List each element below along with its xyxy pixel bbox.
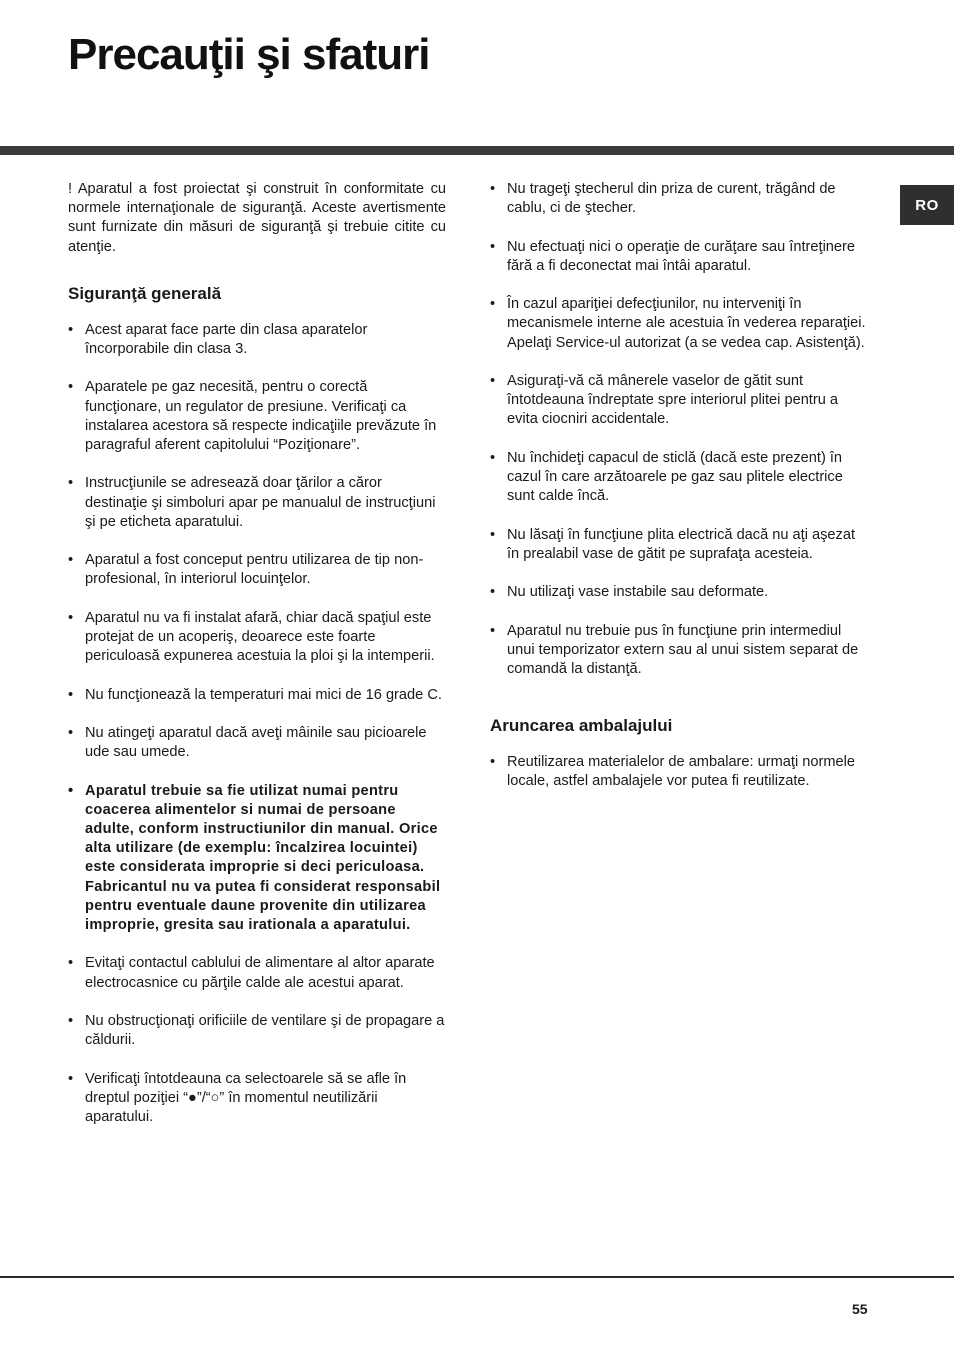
list-item: [68, 1012, 446, 1050]
list-item: [68, 724, 446, 762]
list-item: [490, 295, 870, 353]
bullet: •: [68, 1070, 74, 1087]
bullet: •: [490, 754, 496, 771]
list-item-text: Nu închideţi capacul de sticlă (dacă este prezent) în cazul în care arzătoarele pe gaz sau plitele electrice sunt calde încă.: [507, 449, 843, 505]
bullet: •: [68, 321, 74, 338]
list-item-text: Asiguraţi-vă că mânerele vaselor de gătit sunt întotdeauna îndreptate spre interiorul plitei pentru a evita ciocniri accidentale.: [507, 372, 839, 428]
list-item: [490, 180, 870, 218]
list-item-text: Nu obstrucţionaţi orificiile de ventilare şi de propagare a căldurii.: [85, 1012, 445, 1049]
list-item: [68, 1070, 446, 1128]
list-item-text: Nu funcţionează la temperaturi mai mici de 16 grade C.: [85, 686, 442, 703]
language-tab: RO: [900, 185, 954, 225]
list-item-text: Aparatul nu trebuie pus în funcţiune prin intermediul unui temporizator extern sau al unui sistem separat de comandă la distanţă.: [507, 622, 859, 677]
list-item-text: Nu atingeţi aparatul dacă aveţi mâinile sau picioarele ude sau umede.: [85, 724, 427, 761]
bullet: •: [68, 475, 74, 492]
list-item-text: Evitaţi contactul cablului de alimentare al altor aparate electrocasnice cu părţile calde ale acestui aparat.: [85, 955, 435, 991]
list-item: [490, 753, 870, 791]
bullet: •: [490, 296, 496, 313]
general-safety-list: [68, 321, 446, 1127]
bullet: •: [490, 238, 496, 255]
list-item-text: În cazul apariţiei defecţiunilor, nu interveniţi în mecanismele interne ale acestuia în vederea reparaţiei. Apelaţi Service-ul autorizat (a se vedea cap. Asistenţă).: [507, 296, 866, 351]
bullet: •: [490, 526, 496, 543]
list-item-text: Aparatul nu va fi instalat afară, chiar dacă spaţiul este protejat de un acoperiş, deoarece este foarte periculoasă expunerea acestuia la ploi şi la intemperii.: [85, 609, 435, 665]
list-item: [490, 622, 870, 680]
list-item-text: Aparatele pe gaz necesită, pentru o corectă funcţionare, un regulator de presiune. Verificaţi ca instalarea acestora să respecte indicaţiile prevăzute în paragraful aferent capitolului “Poziţionare”.: [85, 379, 437, 454]
bullet: •: [490, 372, 496, 389]
list-item: [68, 321, 446, 359]
list-item-text: Nu utilizaţi vase instabile sau deformate.: [507, 584, 769, 601]
bullet: •: [68, 609, 74, 626]
list-item: [68, 474, 446, 532]
list-item-text: Reutilizarea materialelor de ambalare: urmaţi normele locale, astfel ambalajele vor putea fi reutilizate.: [507, 754, 855, 790]
page-title: Precauţii şi sfaturi: [68, 30, 430, 79]
bullet: •: [68, 552, 74, 569]
right-column: [490, 180, 870, 811]
list-item-text: Aparatul a fost conceput pentru utilizarea de tip non-profesional, în interiorul locuinţelor.: [85, 552, 424, 588]
list-item-text: Nu efectuaţi nici o operaţie de curăţare sau întreţinere fără a fi deconectat mai întâi aparatul.: [507, 238, 856, 274]
bullet: •: [68, 782, 74, 799]
list-item-text: Nu lăsaţi în funcţiune plita electrică dacă nu aţi aşezat în prealabil vase de gătit pe suprafaţa acesteia.: [507, 526, 856, 562]
left-column: [68, 180, 446, 1146]
list-item: [490, 372, 870, 430]
list-item: [490, 238, 870, 276]
list-item-warning: [68, 782, 446, 936]
list-item: [68, 551, 446, 589]
section-heading-packaging: Aruncarea ambalajului: [490, 716, 673, 736]
bullet: •: [68, 379, 74, 396]
bullet: •: [68, 724, 74, 741]
list-item: [68, 686, 446, 705]
packaging-list: [490, 753, 870, 791]
intro-paragraph: ! Aparatul a fost proiectat şi construit în conformitate cu normele internaţionale de siguranţă. Aceste avertismente sunt furnizate din măsuri de siguranţă şi trebuie citite cu atenţie.: [68, 181, 446, 255]
header-divider-bar: [0, 146, 954, 155]
footer-divider: [0, 1276, 954, 1278]
list-item-text: Acest aparat face parte din clasa aparatelor încorporabile din clasa 3.: [85, 321, 368, 358]
section-heading-general-safety: Siguranţă generală: [68, 283, 222, 303]
bullet: •: [68, 1012, 74, 1029]
list-item: [490, 583, 870, 602]
list-item-text: Verificaţi întotdeauna ca selectoarele să se afle în dreptul poziţiei “●”/“○” în momentul neutilizării aparatului.: [85, 1070, 407, 1125]
page-number: 55: [852, 1301, 868, 1317]
bullet: •: [68, 955, 74, 972]
bullet: •: [490, 181, 496, 197]
list-item-text: Aparatul trebuie sa fie utilizat numai pentru coacerea alimentelor si numai de persoane adulte, conform instructiunilor din manual. Orice alta utilizare (de exemplu: încalzirea locuintei) este considerata improprie si deci periculoasa. Fabricantul nu va putea fi considerat responsabil pentru eventuale daune provenite din utilizarea improprie, gresita sau irationala a aparatului.: [85, 782, 441, 933]
list-item: [68, 609, 446, 667]
bullet: •: [490, 449, 496, 466]
list-item: [68, 378, 446, 455]
bullet: •: [490, 622, 496, 639]
bullet: •: [490, 584, 496, 601]
list-item: [490, 526, 870, 564]
safety-list-continued: [490, 180, 870, 679]
bullet: •: [68, 686, 74, 703]
list-item: [490, 449, 870, 507]
list-item-text: Instrucţiunile se adresează doar ţărilor a căror destinaţie şi simboluri apar pe manualul de instrucţiuni şi pe eticheta aparatului.: [85, 475, 436, 530]
list-item-text: Nu trageţi ştecherul din priza de curent, trăgând de cablu, ci de ştecher.: [507, 181, 836, 217]
list-item: [68, 954, 446, 992]
